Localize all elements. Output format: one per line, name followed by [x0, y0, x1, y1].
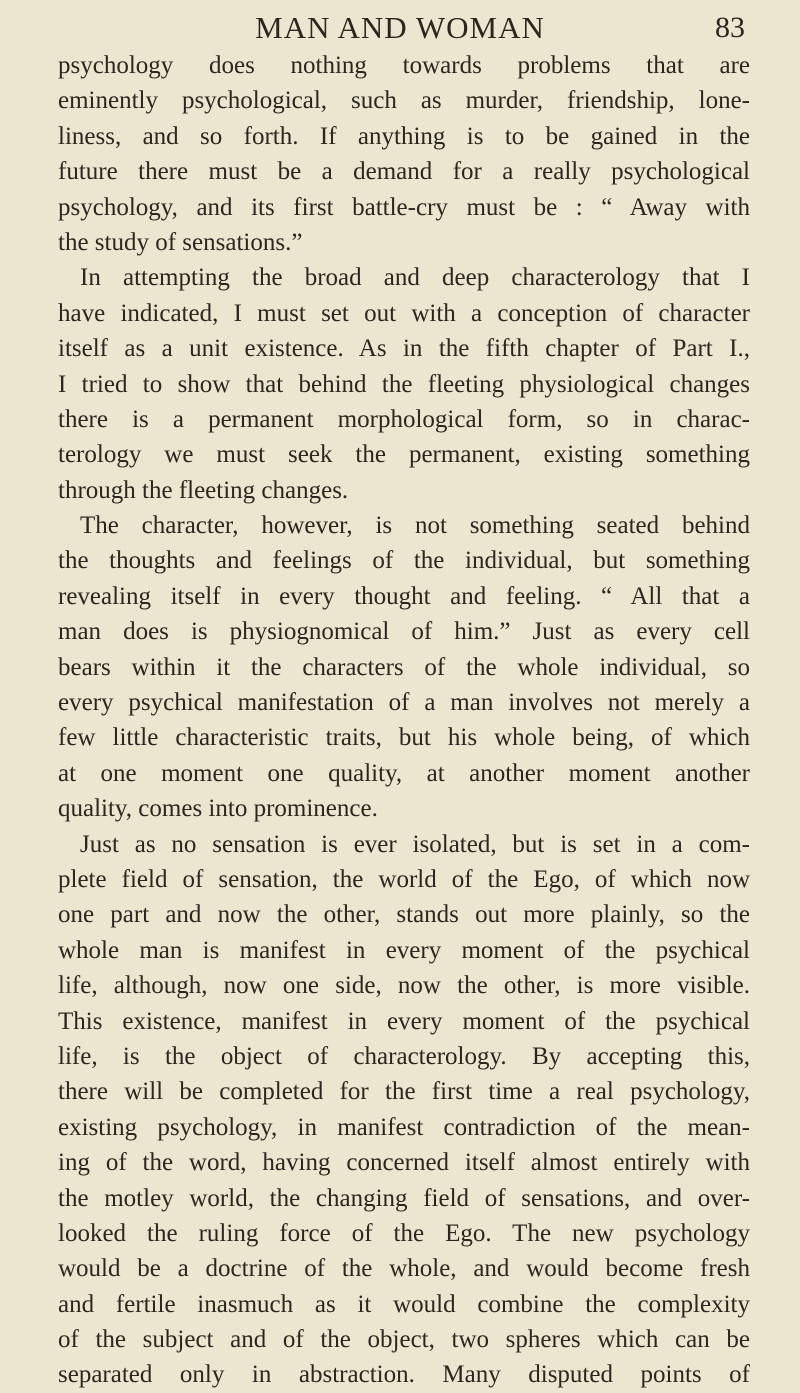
text-line: bears within it the characters of the whole individual, so — [58, 653, 750, 681]
text-line: separated only in abstraction. Many disputed points of — [58, 1361, 750, 1389]
text-line: at one moment one quality, at another moment another — [58, 759, 750, 787]
text-line: This existence, manifest in every moment of the psychical — [58, 1007, 750, 1035]
text-line: the study of sensations.” — [58, 228, 303, 256]
text-line: psychology does nothing towards problems that are — [58, 52, 750, 79]
running-head — [0, 6, 800, 50]
text-line: revealing itself in every thought and feeling. “ All that a — [58, 582, 750, 610]
text-line: ing of the word, having concerned itself almost entirely with — [58, 1149, 750, 1177]
text-line: eminently psychological, such as murder, friendship, lone- — [58, 87, 750, 115]
text-line: Just as no sensation is ever isolated, but is set in a com- — [80, 830, 750, 858]
text-line: future there must be a demand for a really psychological — [58, 158, 750, 186]
text-line: have indicated, I must set out with a conception of character — [58, 299, 750, 327]
text-line: In attempting the broad and deep characterology that I — [80, 264, 750, 292]
text-line: The character, however, is not something seated behind — [80, 512, 750, 540]
text-line: the thoughts and feelings of the individual, but something — [58, 547, 750, 575]
text-line: psychology, and its first battle-cry must be : “ Away with — [58, 193, 750, 221]
text-line: man does is physiognomical of him.” Just as every cell — [58, 618, 750, 646]
body-text — [58, 48, 750, 1393]
page-number: 83 — [715, 11, 745, 44]
text-line: existing psychology, in manifest contradiction of the mean- — [58, 1113, 750, 1141]
text-line: few little characteristic traits, but his whole being, of which — [58, 724, 750, 752]
text-line: life, is the object of characterology. By accepting this, — [58, 1042, 750, 1070]
text-line: one part and now the other, stands out more plainly, so the — [58, 901, 750, 929]
text-line: liness, and so forth. If anything is to be gained in the — [58, 122, 750, 150]
running-title: MAN AND WOMAN — [255, 10, 545, 45]
text-line: terology we must seek the permanent, existing something — [58, 441, 750, 469]
text-line: I tried to show that behind the fleeting physiological changes — [58, 370, 750, 398]
text-line: the motley world, the changing field of sensations, and over- — [58, 1184, 750, 1212]
text-line: and fertile inasmuch as it would combine the complexity — [58, 1290, 750, 1318]
text-line: of the subject and of the object, two spheres which can be — [58, 1326, 750, 1354]
text-line: itself as a unit existence. As in the fifth chapter of Part I., — [58, 335, 750, 363]
text-line: there is a permanent morphological form, so in charac- — [58, 405, 750, 433]
text-line: quality, comes into prominence. — [58, 795, 378, 823]
text-line: plete field of sensation, the world of the Ego, of which now — [58, 865, 750, 893]
text-line: would be a doctrine of the whole, and would become fresh — [58, 1255, 750, 1283]
text-line: whole man is manifest in every moment of the psychical — [58, 936, 750, 964]
text-line: life, although, now one side, now the other, is more visible. — [58, 972, 750, 1000]
text-line: there will be completed for the first time a real psychology, — [58, 1078, 750, 1106]
text-line: every psychical manifestation of a man involves not merely a — [58, 689, 750, 717]
text-line: looked the ruling force of the Ego. The new psychology — [58, 1219, 750, 1247]
text-line: through the fleeting changes. — [58, 476, 349, 504]
